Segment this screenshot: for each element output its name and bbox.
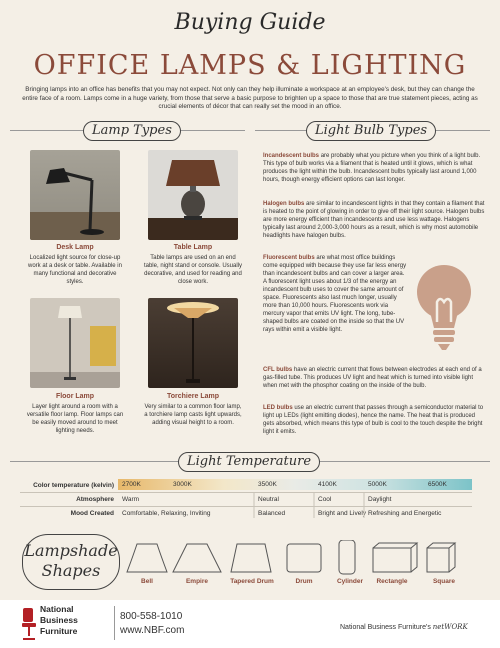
light-temperature-heading: Light Temperature — [178, 452, 320, 472]
shape-label-cylinder: Cylinder — [336, 578, 363, 585]
mood-refreshing: Refreshing and Energetic — [368, 510, 442, 517]
fluorescent-text: are what most office buildings come equipped with because they use far less energy than incandescent bulbs and can cover a larger area. A fluorescent light uses about 1/3 of the energy an incandescent bulb uses to cover the same amount of space. Fluorescents also last much longer, usually more than 10,000 hours. Fluorescents work via mercury vapor that emits UV light. The long, tube-shaped bulbs are coated on the inside so that the UV rays within emit a visible light. — [263, 255, 407, 333]
floor-lamp-photo — [30, 298, 120, 388]
rectangle-shape-icon — [373, 543, 417, 572]
lampshade-shapes-row — [125, 540, 465, 580]
lampshade-heading-line1: Lampshade — [24, 541, 118, 560]
desk-lamp-photo — [30, 150, 120, 240]
atmosphere-daylight: Daylight — [368, 496, 392, 503]
brand-line3: Furniture — [40, 626, 78, 636]
nbf-logo — [20, 604, 112, 642]
table-lamp-image — [148, 150, 238, 240]
cylinder-shape-icon — [339, 540, 355, 574]
incandescent-text: are probably what you picture when you think of a light bulb. This type of bulb works via a filament that is heated until it glows, which is what produces the light within the bulb. Incandescent bulbs typically last around 1,000 hours, though energy efficient options can last longer. — [263, 153, 481, 183]
footer-network — [340, 623, 468, 631]
light-bulb-icon — [412, 262, 476, 352]
floor-lamp-image — [30, 298, 120, 388]
intro-text: Bringing lamps into an office has benefits that you may not expect. Not only can they help illuminate a workspace at an employee's desk, but they can change the entire face of a room. Lamps come in a huge variety, from those that serve a basic purpose to brighten up a space to those that are true statement pieces, acting as crucial elements of décor that can really set the mood in an office. — [22, 86, 478, 110]
buying-guide-title: Buying Guide — [174, 10, 326, 35]
halogen-paragraph — [263, 200, 485, 240]
bulb-types-heading: Light Bulb Types — [306, 121, 436, 141]
footer-website[interactable]: www.NBF.com — [120, 625, 185, 636]
kelvin-2700: 2700K — [122, 481, 141, 488]
color-temperature-label: Color temperature (kelvin) — [33, 482, 114, 489]
brand-line1: National — [40, 604, 74, 614]
desk-lamp-title: Desk Lamp — [56, 244, 94, 251]
network-word: netWORK — [432, 623, 468, 631]
table-lamp-text: Table lamps are used on an end table, night stand or console. Usually decorative, and used for reading and close work. — [143, 255, 243, 285]
lamp-types-heading: Lamp Types — [83, 121, 181, 141]
desk-lamp-image — [30, 150, 120, 240]
led-paragraph — [263, 404, 485, 436]
cfl-paragraph — [263, 366, 485, 390]
halogen-label: Halogen bulbs — [263, 201, 305, 207]
mood-label: Mood Created — [70, 510, 114, 517]
bell-shape-icon — [127, 544, 167, 572]
fluorescent-label: Fluorescent bulbs — [263, 255, 315, 261]
incandescent-paragraph — [263, 152, 485, 184]
kelvin-5000: 5000K — [368, 481, 387, 488]
fluorescent-paragraph — [263, 254, 407, 334]
led-text: use an electric current that passes through a semiconductor material to light up LEDs (light emitting diodes), hence the name. The heat that is produced gets absorbed, which means this type of bulb is cool to the touch despite the bright light it emits. — [263, 405, 484, 435]
mood-bright: Bright and Lively — [318, 510, 367, 517]
tapered-drum-shape-icon — [231, 544, 271, 572]
footer-divider — [114, 606, 115, 640]
shape-label-rectangle: Rectangle — [376, 578, 408, 585]
drum-shape-icon — [287, 544, 321, 572]
incandescent-label: Incandescent bulbs — [263, 153, 320, 159]
kelvin-4100: 4100K — [318, 481, 337, 488]
shape-label-tapered-drum: Tapered Drum — [230, 578, 274, 585]
table-lamp-photo — [148, 150, 238, 240]
shape-label-drum: Drum — [295, 578, 313, 585]
mood-balanced: Balanced — [258, 510, 286, 517]
table-lamp-title: Table Lamp — [173, 244, 213, 251]
kelvin-3500: 3500K — [258, 481, 277, 488]
empire-shape-icon — [173, 544, 221, 572]
network-prefix: National Business Furniture's — [340, 624, 431, 631]
shape-label-square: Square — [432, 578, 456, 585]
torchiere-lamp-title: Torchiere Lamp — [167, 393, 219, 400]
torchiere-lamp-photo — [148, 298, 238, 388]
brand-line2: Business — [40, 615, 78, 625]
atmosphere-label: Atmosphere — [76, 496, 114, 503]
kelvin-gradient-bar — [118, 479, 472, 490]
floor-lamp-title: Floor Lamp — [55, 393, 95, 400]
mood-comfortable: Comfortable, Relaxing, Inviting — [122, 510, 211, 517]
desk-lamp-text: Localized light source for close-up work at a desk or table. Available in many functional and decorative styles. — [28, 255, 122, 285]
chair-logo-icon — [20, 606, 38, 642]
kelvin-3000: 3000K — [173, 481, 192, 488]
temp-column-lines — [0, 492, 500, 520]
torchiere-lamp-image — [148, 298, 238, 388]
footer-phone[interactable]: 800-558-1010 — [120, 611, 183, 622]
shape-label-empire: Empire — [185, 578, 209, 585]
torchiere-lamp-text: Very similar to a common floor lamp, a torchiere lamp casts light upwards, adding visual height to a room. — [144, 404, 242, 426]
atmosphere-cool: Cool — [318, 496, 332, 503]
floor-lamp-text: Layer light around a room with a versatile floor lamp. Floor lamps can be easily moved around to meet lighting needs. — [26, 404, 124, 434]
cfl-text: have an electric current that flows between electrodes at each end of a gas-filled tube. This produces UV light and heat which is turned into visible light when met with the phosphor coating on the inside of the bulb. — [263, 367, 482, 389]
lampshade-heading-line2: Shapes — [41, 561, 101, 580]
halogen-text: are similar to incandescent lights in that they contain a filament that is heated to the point of glowing in order to give off their light source. Halogen bulbs are more energy efficient than incandescents and use less wattage. Halogens typically last around 2,000-3,000 hours as a result, which is why most automobile headlights have halogen bulbs. — [263, 201, 485, 239]
lampshade-shapes-image — [125, 540, 465, 580]
square-shape-icon — [427, 543, 455, 572]
shape-label-bell: Bell — [141, 578, 153, 585]
atmosphere-neutral: Neutral — [258, 496, 279, 503]
page-title: OFFICE LAMPS & LIGHTING — [33, 50, 467, 81]
atmosphere-warm: Warm — [122, 496, 140, 503]
kelvin-6500: 6500K — [428, 481, 447, 488]
cfl-label: CFL bulbs — [263, 367, 293, 373]
led-label: LED bulbs — [263, 405, 293, 411]
